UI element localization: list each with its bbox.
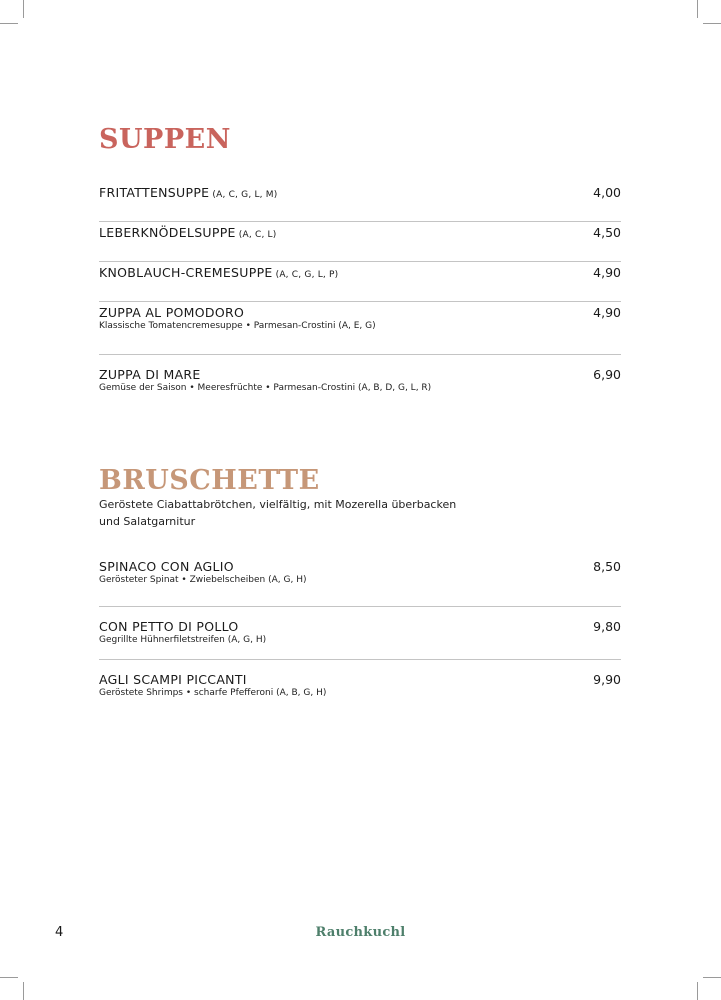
item-name: LEBERKNÖDELSUPPE bbox=[99, 225, 236, 240]
item-description: Gegrillte Hühnerfiletstreifen (A, G, H) bbox=[99, 635, 267, 645]
crop-mark bbox=[0, 977, 18, 978]
page-number: 4 bbox=[55, 925, 64, 940]
item-price: 4,90 bbox=[593, 305, 621, 320]
item-name: FRITATTENSUPPE bbox=[99, 185, 210, 200]
item-price: 4,90 bbox=[593, 265, 621, 280]
item-allergens: (A, C, G, L, P) bbox=[275, 270, 339, 280]
item-price: 9,90 bbox=[593, 672, 621, 687]
menu-item bbox=[99, 660, 621, 710]
crop-mark bbox=[23, 982, 24, 1000]
crop-mark bbox=[23, 0, 24, 18]
item-price: 4,50 bbox=[593, 225, 621, 240]
menu-item bbox=[99, 302, 621, 355]
menu-list-suppen bbox=[99, 182, 621, 405]
item-description: Gerösteter Spinat • Zwiebelscheiben (A, G, H) bbox=[99, 575, 307, 585]
crop-mark bbox=[703, 977, 721, 978]
crop-mark bbox=[697, 982, 698, 1000]
section-intro: Geröstete Ciabattabrötchen, vielfältig, mit Mozerella überbacken und Salatgarnitur bbox=[99, 498, 457, 528]
item-name: CON PETTO DI POLLO bbox=[99, 619, 239, 634]
brand-name: Rauchkuchl bbox=[315, 925, 406, 940]
crop-mark bbox=[703, 23, 721, 24]
item-description: Gemüse der Saison • Meeresfrüchte • Parmesan-Crostini (A, B, D, G, L, R) bbox=[99, 383, 432, 393]
item-price: 6,90 bbox=[593, 367, 621, 382]
item-name: AGLI SCAMPI PICCANTI bbox=[99, 672, 247, 687]
item-allergens: (A, C, G, L, M) bbox=[212, 190, 278, 200]
item-description: Klassische Tomatencremesuppe • Parmesan-Crostini (A, E, G) bbox=[99, 321, 376, 331]
menu-item bbox=[99, 222, 621, 262]
crop-mark bbox=[697, 0, 698, 18]
menu-item bbox=[99, 355, 621, 405]
section-title-bruschette: BRUSCHETTE bbox=[99, 465, 320, 496]
menu-list-bruschette bbox=[99, 556, 621, 710]
menu-item bbox=[99, 556, 621, 607]
item-name: KNOBLAUCH-CREMESUPPE bbox=[99, 265, 273, 280]
item-name: SPINACO CON AGLIO bbox=[99, 559, 234, 574]
item-price: 8,50 bbox=[593, 559, 621, 574]
section-title-suppen: SUPPEN bbox=[99, 124, 231, 155]
menu-item bbox=[99, 607, 621, 660]
item-name: ZUPPA AL POMODORO bbox=[99, 305, 245, 320]
menu-item bbox=[99, 182, 621, 222]
crop-mark bbox=[0, 23, 18, 24]
item-price: 9,80 bbox=[593, 619, 621, 634]
item-price: 4,00 bbox=[593, 185, 621, 200]
item-description: Geröstete Shrimps • scharfe Pfefferoni (A, B, G, H) bbox=[99, 688, 327, 698]
menu-item bbox=[99, 262, 621, 302]
item-allergens: (A, C, L) bbox=[238, 230, 277, 240]
item-name: ZUPPA DI MARE bbox=[99, 367, 201, 382]
